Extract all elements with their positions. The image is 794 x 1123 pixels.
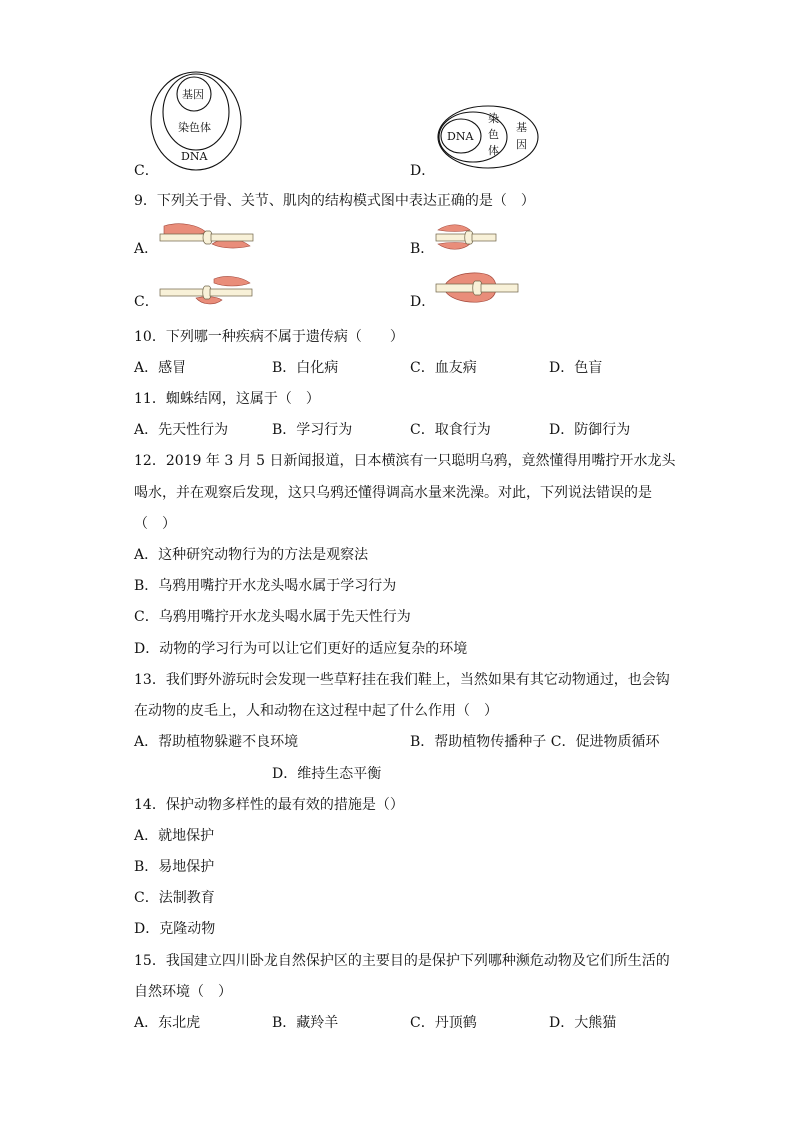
q8-d-middle-label-2: 色 (488, 128, 499, 141)
q8-d-outer-label-1: 基 (516, 121, 527, 134)
q12-stem-line-1: 12．2019 年 3 月 5 日新闻报道，日本横滨有一只聪明乌鸦，竟然懂得用嘴拧开水龙头 (134, 453, 676, 469)
q12-option-c: C．乌鸦用嘴拧开水龙头喝水属于先天性行为 (134, 609, 411, 625)
q8-c-outer-label: DNA (181, 150, 208, 163)
q8-d-inner-label: DNA (447, 130, 474, 143)
q9-option-c: C． (134, 294, 159, 310)
q12-option-a: A．这种研究动物行为的方法是观察法 (134, 547, 369, 563)
q8-option-c: C． (134, 163, 159, 179)
q14-option-b: B．易地保护 (134, 859, 215, 875)
q9-option-d: D． (410, 294, 436, 310)
q8-c-middle-label: 染色体 (178, 121, 211, 134)
q13-stem-line-1: 13．我们野外游玩时会发现一些草籽挂在我们鞋上，当然如果有其它动物通过，也会钩 (134, 672, 670, 688)
q11-option-a: A．先天性行为 (134, 422, 229, 438)
q12-stem-line-2: 喝水，并在观察后发现，这只乌鸦还懂得调高水量来洗澡。对此，下列说法错误的是 (134, 485, 652, 501)
q15-stem-line-1: 15．我国建立四川卧龙自然保护区的主要目的是保护下列哪种濒危动物及它们所生活的 (134, 953, 670, 969)
q10-option-a: A．感冒 (134, 360, 187, 376)
q13-option-bc: B．帮助植物传播种子 C．促进物质循环 (410, 734, 660, 750)
q8-diagram-d (436, 104, 540, 170)
q15-option-c: C．丹顶鹤 (410, 1015, 477, 1031)
q10-option-c: C．血友病 (410, 360, 477, 376)
q12-option-d: D．动物的学习行为可以让它们更好的适应复杂的环境 (134, 641, 468, 657)
q8-option-d: D． (410, 163, 436, 179)
q14-option-d: D．克隆动物 (134, 921, 216, 937)
q9-diagram-b (434, 222, 498, 252)
q8-d-outer-label-2: 因 (516, 138, 527, 151)
q15-stem-line-2: 自然环境（ ） (134, 984, 232, 1000)
q8-d-middle-label-1: 染 (488, 112, 499, 125)
q12-stem-line-3: （ ） (134, 516, 176, 532)
q9-stem: 9．下列关于骨、关节、肌肉的结构模式图中表达正确的是（ ） (134, 193, 535, 209)
q11-stem: 11．蜘蛛结网，这属于（ ） (134, 391, 320, 407)
q8-c-inner-label: 基因 (182, 88, 204, 101)
q9-option-a: A． (134, 241, 159, 257)
q13-stem-line-2: 在动物的皮毛上，人和动物在这过程中起了什么作用（ ） (134, 703, 498, 719)
q13-option-d: D．维持生态平衡 (272, 766, 382, 782)
q9-diagram-a (158, 222, 254, 252)
q9-diagram-c (158, 275, 254, 309)
q10-stem: 10．下列哪一种疾病不属于遗传病（ ） (134, 329, 404, 345)
q14-option-a: A．就地保护 (134, 828, 215, 844)
q11-option-c: C．取食行为 (410, 422, 491, 438)
q9-option-b: B． (410, 241, 435, 257)
q11-option-d: D．防御行为 (549, 422, 631, 438)
q11-option-b: B．学习行为 (272, 422, 353, 438)
q13-option-a: A．帮助植物躲避不良环境 (134, 734, 299, 750)
q15-option-d: D．大熊猫 (549, 1015, 617, 1031)
q8-diagram-c (148, 70, 244, 172)
q15-option-b: B．藏羚羊 (272, 1015, 339, 1031)
q8-d-middle-label-3: 体 (488, 144, 499, 157)
q10-option-d: D．色盲 (549, 360, 603, 376)
q14-option-c: C．法制教育 (134, 890, 215, 906)
q14-stem: 14．保护动物多样性的最有效的措施是（） (134, 797, 404, 813)
q12-option-b: B．乌鸦用嘴拧开水龙头喝水属于学习行为 (134, 578, 397, 594)
q15-option-a: A．东北虎 (134, 1015, 201, 1031)
q9-diagram-d (434, 270, 520, 306)
q10-option-b: B．白化病 (272, 360, 339, 376)
